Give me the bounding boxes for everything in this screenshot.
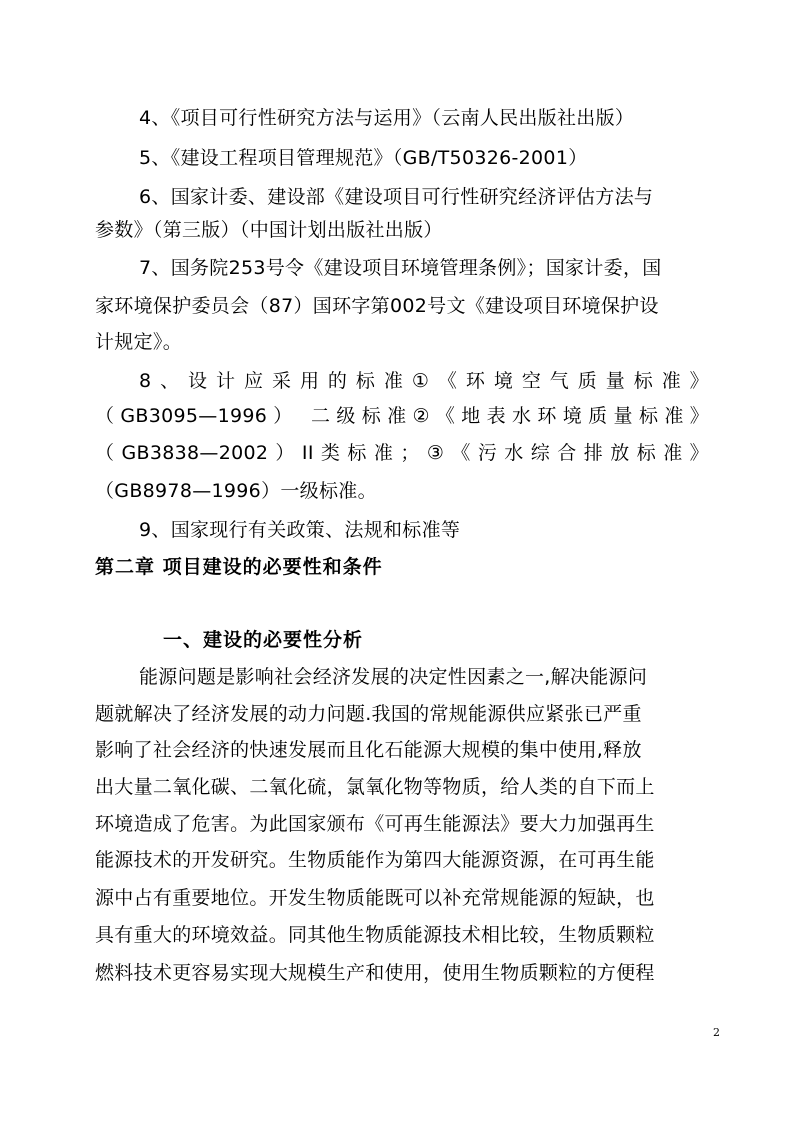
body-line: 燃料技术更容易实现大规模生产和使用，使用生物质颗粒的方便程 (95, 962, 655, 984)
body-line: 环境造成了危害。为此国家颁布《可再生能源法》要大力加强再生 (95, 813, 655, 835)
reference-item-9: 9、国家现行有关政策、法规和标准等 (139, 519, 461, 541)
body-line: 出大量二氧化碳、二氧化硫，氯氧化物等物质，给人类的自下而上 (95, 776, 655, 798)
reference-item-7-line-1: 7、国务院253号令《建设项目环境管理条例》；国家计委，国 (139, 257, 662, 279)
reference-item-7-line-3: 计规定》。 (95, 331, 183, 353)
chapter-title: 第二章 项目建设的必要性和条件 (95, 556, 383, 578)
body-line: 影响了社会经济的快速发展而且化石能源大规模的集中使用,释放 (95, 739, 642, 761)
section-title: 一、建设的必要性分析 (163, 629, 364, 651)
body-line: 题就解决了经济发展的动力问题.我国的常规能源供应紧张已严重 (95, 703, 642, 725)
reference-item-8-line-2: （GB3095—1996） 二级标准②《地表水环境质量标准》 (95, 405, 709, 427)
body-line: 能源问题是影响社会经济发展的决定性因素之一,解决能源问 (139, 666, 648, 688)
reference-item-6-line-2: 参数》（第三版）（中国计划出版社出版） (95, 219, 443, 241)
body-line: 源中占有重要地位。开发生物质能既可以补充常规能源的短缺，也 (95, 887, 655, 909)
page-number: 2 (713, 1026, 720, 1039)
reference-item-6-line-1: 6、国家计委、建设部《建设项目可行性研究经济评估方法与 (139, 186, 654, 208)
body-line: 能源技术的开发研究。生物质能作为第四大能源资源，在可再生能 (95, 849, 655, 871)
reference-item-4: 4、《项目可行性研究方法与运用》（云南人民出版社出版） (139, 107, 635, 129)
reference-item-8-line-1: 8、设计应采用的标准①《环境空气质量标准》 (139, 370, 709, 392)
reference-item-8-line-4: （GB8978—1996）一级标准。 (95, 480, 377, 502)
reference-item-8-line-3: （GB3838—2002）II类标准；③《污水综合排放标准》 (95, 442, 709, 464)
body-line: 具有重大的环境效益。同其他生物质能源技术相比较，生物质颗粒 (95, 924, 655, 946)
reference-item-7-line-2: 家环境保护委员会（87）国环字第002号文《建设项目环境保护设 (95, 295, 659, 317)
reference-item-5: 5、《建设工程项目管理规范》（GB/T50326-2001） (139, 147, 588, 169)
